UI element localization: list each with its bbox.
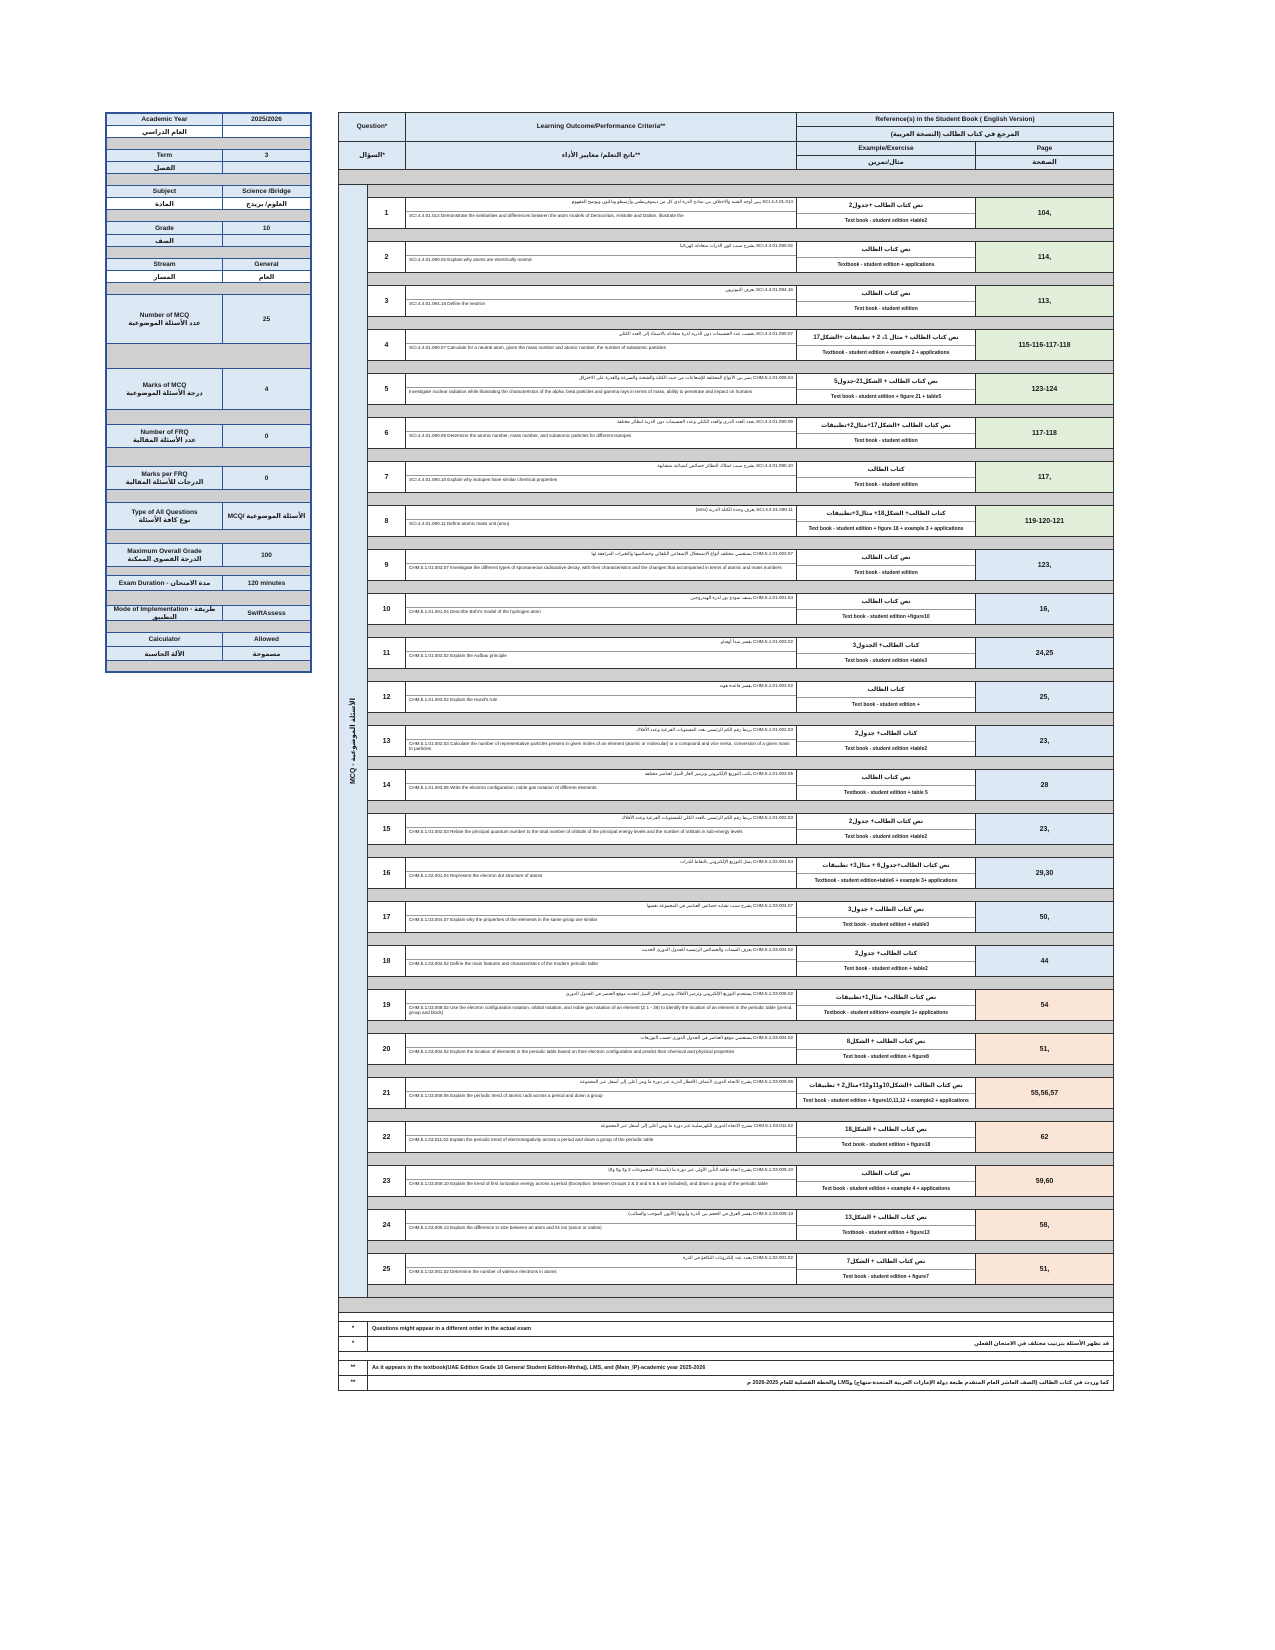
footnote-2-text-ar: كما وردت في كتاب الطالب (الصف العاشر العام المتقدم طبعة دولة الإمارات العربية المتحدة-منهاج) وLMS والخطة الفصلية للعام 2025-2026 م xyxy=(747,1380,1109,1386)
reference-en: Textbook - student edition + figure13 xyxy=(842,1229,930,1236)
table-row xyxy=(368,594,1113,625)
header-example: Example/Exercise xyxy=(797,142,976,155)
reference-en: Text book - student edition + figure18 xyxy=(841,1141,931,1148)
header-question-ar: السؤال* xyxy=(359,152,385,160)
page-reference: 28 xyxy=(976,770,1113,800)
subject-value: Science /Bridge xyxy=(242,188,291,195)
question-number: 24 xyxy=(368,1210,406,1240)
frq-count-value: 0 xyxy=(264,432,269,440)
duration-label: Exam Duration - مدة الامتحان xyxy=(118,580,211,587)
reference-ar: نص كتاب الطالب+ مثال1+تطبيقات xyxy=(797,990,975,1006)
reference-en: Textbook - student edition+ example 1+ applications xyxy=(823,1009,949,1016)
term-label-ar: الفصل xyxy=(153,164,176,172)
reference-en: Text book - student edition + xyxy=(852,701,920,708)
calculator-value: Allowed xyxy=(254,636,279,643)
frq-count-label: Number of FRQ xyxy=(140,428,189,436)
reference-ar: نص كتاب الطالب + الشكل21-جدول5 xyxy=(797,374,975,390)
reference-en: Text book - student edition +table3 xyxy=(844,657,928,664)
reference-ar: نص كتاب الطالب xyxy=(797,1166,975,1182)
footnote-2-ar xyxy=(339,1376,1113,1390)
mcq-side-label: MCQ - الأسئلة الموضوعية xyxy=(350,697,357,785)
learning-outcome-ar: CHM.5.1.01.003.05 يكتب التوزيع الإلكتروني وترميز الغاز النبيل لعناصر مختلفة xyxy=(406,770,796,784)
footnote-1-mark: * xyxy=(339,1322,368,1336)
question-number: 13 xyxy=(368,726,406,756)
learning-outcome-ar: SCI.4.4.01.090.10 يشرح سبب امتلاك النظائر خصائص كيميائية متشابهة xyxy=(406,462,796,476)
reference-en: Text book - student edition + etable3 xyxy=(842,921,930,928)
stream-value: General xyxy=(254,261,279,268)
footnote-1-ar-mark: * xyxy=(339,1337,368,1351)
learning-outcome-ar: CHM.5.1.03.004.07 يشرح سبب تشابه خصائص العناصر في المجموعة نفسها xyxy=(406,902,796,916)
footnote-2-text: As it appears in the textbook(UAE Edition Grade 10 General Student Edition-Minhaj), LMS, and (Main_IP)-academic year 2025-2026 xyxy=(372,1365,706,1371)
max-grade-label: Maximum Overall Grade xyxy=(127,547,202,555)
academic-year-label: Academic Year xyxy=(141,116,188,123)
page-reference: 104, xyxy=(976,198,1113,228)
reference-en: Text book - student edition xyxy=(854,569,918,576)
grade-label-ar: الصف xyxy=(155,237,174,245)
learning-outcome-ar: CHM.5.1.02.001.04 يمثل التوزيع الإلكتروني بالنقاط للذرات xyxy=(406,858,796,872)
question-number: 2 xyxy=(368,242,406,272)
reference-ar: نص كتاب الطالب +الشكل10و11و12+مثال2 + تطبيقات xyxy=(797,1078,975,1094)
page-reference: 23, xyxy=(976,814,1113,844)
page-reference: 62 xyxy=(976,1122,1113,1152)
question-type-value: MCQ/ الأسئلة الموضوعية xyxy=(227,513,306,520)
calculator-value-ar: مسموحة xyxy=(252,650,281,658)
learning-outcome-en: CHM.5.1.01.003.05 Write the electron configuration, noble gas notation of different elements xyxy=(409,784,597,790)
table-row xyxy=(368,462,1113,493)
stream-row xyxy=(107,259,310,271)
page-reference: 24,25 xyxy=(976,638,1113,668)
table-row xyxy=(368,990,1113,1021)
question-number: 11 xyxy=(368,638,406,668)
learning-outcome-en: CHM.5.1.02.001.04 Represent the electron dot structure of atoms xyxy=(409,872,543,878)
learning-outcome-ar: CHM.5.1.03.009.10 يشرح اتجاه طاقة التأين الأولى عبر دورة ما (باستثناء المجموعات 2 و3 و5 و6) xyxy=(406,1166,796,1180)
question-number: 20 xyxy=(368,1034,406,1064)
term-row xyxy=(107,150,310,162)
learning-outcome-en: SCI.4.4.01.090.02 Explain why atoms are electrically neutral xyxy=(409,256,532,262)
questions-body xyxy=(338,185,1114,1298)
page-reference: 16, xyxy=(976,594,1113,624)
question-number: 6 xyxy=(368,418,406,448)
question-number: 16 xyxy=(368,858,406,888)
footnote-2-mark: ** xyxy=(339,1361,368,1375)
mode-label: Mode of Implementation - طريقة التطبيق xyxy=(113,606,216,621)
table-row xyxy=(368,374,1113,405)
reference-en: Text book - student edition + figure 21 + table5 xyxy=(830,393,942,400)
learning-outcome-en: CHM.5.1.03.004.07 Explain why the properties of the elements in the same group are similar xyxy=(409,916,598,922)
learning-outcome-en: SCI.4.4.01.094.16 Define the neutron xyxy=(409,300,486,306)
question-number: 9 xyxy=(368,550,406,580)
reference-en: Text book - student edition + table2 xyxy=(844,965,928,972)
learning-outcome-en: CHM.5.1.01.002.03 Calculate the number of representative particles present in given moles of an element (atomic or molecular) or a compound and vice versa, conversion of a given mass to particles xyxy=(409,740,790,752)
academic-year-row xyxy=(107,114,310,126)
learning-outcome-en: CHM.5.1.01.003.07 Investigate the different types of spontaneous radioactive decay, with their characteristics and the changes that accompanied in terms of atomic and mass numbers xyxy=(409,564,782,570)
question-number: 7 xyxy=(368,462,406,492)
reference-ar: نص كتاب الطالب xyxy=(797,286,975,302)
mcq-count-value: 25 xyxy=(262,315,271,323)
grade-value: 10 xyxy=(262,224,271,232)
page-reference: 25, xyxy=(976,682,1113,712)
mcq-marks-label: Marks of MCQ xyxy=(142,381,187,389)
table-row xyxy=(368,770,1113,801)
table-row xyxy=(368,1210,1113,1241)
page-reference: 123-124 xyxy=(976,374,1113,404)
max-grade-row xyxy=(107,544,310,567)
learning-outcome-ar: CHM.5.1.01.006.04 يميز بين الأنواع المختلفة للإشعاعات من حيث الكتلة والشحنة والسرعة والقدرة على الاختراق xyxy=(406,374,796,388)
footnote-1-ar xyxy=(339,1337,1113,1352)
subject-label-ar: المادة xyxy=(155,200,174,208)
academic-year-label-ar: العام الدراسي xyxy=(142,128,187,136)
mcq-side-column xyxy=(339,185,368,1297)
learning-outcome-en: SCI.4.4.01.090.07 Calculate for a neutral atom, given the mass number and atomic number, the number of subatomic particles xyxy=(409,344,666,350)
header-separator xyxy=(338,170,1114,185)
reference-ar: نص كتاب الطالب xyxy=(797,550,975,566)
mcq-count-label: Number of MCQ xyxy=(139,311,190,319)
question-number: 22 xyxy=(368,1122,406,1152)
header-page: Page xyxy=(1036,144,1053,152)
reference-ar: نص كتاب الطالب +جدول2 xyxy=(797,198,975,214)
learning-outcome-ar: SCI.4.4.01.014 يبين أوجه الشبه والاختلاف بين نماذج الذرة لدى كل من ديموقريطس وأرسطو ودالتون ويوضح المفهوم xyxy=(406,198,796,212)
page-reference: 123, xyxy=(976,550,1113,580)
mcq-marks-row xyxy=(107,369,310,410)
subject-row xyxy=(107,186,310,198)
reference-en: Text book - student edition +table2 xyxy=(844,833,928,840)
learning-outcome-ar: SCI.4.4.01.090.09 يحدد العدد الذري والعدد الكتلي وعدد الجسيمات دون الذرية لنظائر مختلفة xyxy=(406,418,796,432)
header-learning-outcome: Learning Outcome/Performance Criteria** xyxy=(406,113,796,142)
reference-ar: نص كتاب الطالب + الشكل18 xyxy=(797,1122,975,1138)
page-reference: 51, xyxy=(976,1254,1113,1284)
reference-ar: كتاب الطالب+ جدول2 xyxy=(797,946,975,962)
table-row xyxy=(368,1078,1113,1109)
reference-ar: نص كتاب الطالب +الشكل17+مثال2+تطبيقات xyxy=(797,418,975,434)
reference-en: Text book - student edition + figure 18 + example 3 + applications xyxy=(808,525,964,532)
max-grade-label-ar: الدرجة القصوى الممكنة xyxy=(127,555,202,563)
learning-outcome-en: Investigate nuclear radiation while illustrating the characteristics of the alpha, beta particles and gamma rays in terms of mass, ability to penetrate and impact on humans xyxy=(409,388,752,394)
reference-ar: نص كتاب الطالب + الشكل13 xyxy=(797,1210,975,1226)
learning-outcome-ar: CHM.5.1.01.003.02 يفسر مبدأ أوفباو xyxy=(406,638,796,652)
reference-en: Textbook - student edition + applications xyxy=(837,261,935,268)
table-row xyxy=(368,1034,1113,1065)
mcq-marks-value: 4 xyxy=(264,385,269,393)
page-reference: 114, xyxy=(976,242,1113,272)
page-reference: 29,30 xyxy=(976,858,1113,888)
reference-ar: كتاب الطالب xyxy=(797,462,975,478)
learning-outcome-en: SCI.4.4.01.090.09 Determine the atomic number, mass number, and subatomic particles for different isotopes xyxy=(409,432,632,438)
reference-en: Text book - student edition + figure7 xyxy=(843,1273,929,1280)
academic-year-value: 2025/2026 xyxy=(251,116,282,123)
page-reference: 54 xyxy=(976,990,1113,1020)
page-reference: 59,60 xyxy=(976,1166,1113,1196)
reference-en: Textbook - student edition + table 5 xyxy=(844,789,928,796)
table-row xyxy=(368,506,1113,537)
reference-en: Text book - student edition + figure8 xyxy=(843,1053,929,1060)
learning-outcome-en: CHM.5.1.01.003.02 Explain the Aufbau principle xyxy=(409,652,507,658)
stream-label: Stream xyxy=(153,261,176,268)
duration-value: 120 minutes xyxy=(247,579,286,587)
footnote-2 xyxy=(339,1361,1113,1376)
learning-outcome-ar: CHM.5.1.01.003.07 يستقصي مختلف أنواع الاضمحلال الإشعاعي التلقائي وخصائصها والتغيرات المرافقة لها xyxy=(406,550,796,564)
mcq-count-row xyxy=(107,295,310,344)
learning-outcome-en: CHM.5.1.01.001.04 Describe Bohr's model of the hydrogen atom xyxy=(409,608,541,614)
reference-en: Text book - student edition +table2 xyxy=(844,745,928,752)
learning-outcome-ar: CHM.5.1.01.003.02 يفسر قاعدة هوند xyxy=(406,682,796,696)
learning-outcome-ar: SCI.4.4.01.090.07 يحسب عدد الجسيمات دون الذرية لذرة متعادلة بالاستناد إلى العدد الكتلي xyxy=(406,330,796,344)
learning-outcome-en: SCI.4.4.01.014 Demonstrate the similarities and differences between the atom models of Democritus, Aristotle and Dalton. Illustrate the xyxy=(409,212,684,218)
mode-value: SwiftAssess xyxy=(247,609,286,617)
table-row xyxy=(368,198,1113,229)
page-reference: 44 xyxy=(976,946,1113,976)
header-reference: Reference(s) in the Student Book ( English Version) xyxy=(797,113,1113,127)
question-type-row xyxy=(107,503,310,530)
reference-ar: نص كتاب الطالب+ جدول2 xyxy=(797,814,975,830)
table-row xyxy=(368,682,1113,713)
question-number: 17 xyxy=(368,902,406,932)
learning-outcome-ar: CHM.5.1.03.008.02 يستخدم التوزيع الإلكتروني وترميز الأفلاك وترميز الغاز النبيل لتحديد موقع العنصر في الجدول الدوري xyxy=(406,990,796,1004)
page-reference: 23, xyxy=(976,726,1113,756)
page-reference: 115-116-117-118 xyxy=(976,330,1113,360)
reference-en: Textbook - student edition+table6 + example 3+ applications xyxy=(814,877,958,884)
header-page-ar: الصفحة xyxy=(1032,159,1057,167)
table-header xyxy=(338,112,1114,170)
reference-ar: نص كتاب الطالب xyxy=(797,594,975,610)
reference-ar: نص كتاب الطالب + الشكل7 xyxy=(797,1254,975,1270)
question-type-label-ar: نوع كافة الأسئلة xyxy=(138,516,191,524)
reference-en: Text book - student edition +table2 xyxy=(844,217,928,224)
page-reference: 113, xyxy=(976,286,1113,316)
reference-en: Text book - student edition + example 4 + applications xyxy=(821,1185,951,1192)
learning-outcome-en: CHM.5.1.03.011.02 Explain the periodic trend of electronegativity across a period and down a group of the periodic table xyxy=(409,1136,654,1142)
learning-outcome-en: CHM.5.1.01.003.02 Explain the Hund's rule xyxy=(409,696,498,702)
grade-row xyxy=(107,222,310,235)
footnote-2-ar-mark: ** xyxy=(339,1376,368,1390)
table-row xyxy=(368,550,1113,581)
page-reference: 117-118 xyxy=(976,418,1113,448)
footnotes xyxy=(338,1298,1114,1391)
subject-value-ar: العلوم/ بريدج xyxy=(246,200,287,208)
header-example-ar: مثال/تمرين xyxy=(797,156,976,169)
reference-ar: نص كتاب الطالب xyxy=(797,242,975,258)
question-number: 5 xyxy=(368,374,406,404)
table-row xyxy=(368,902,1113,933)
exam-info-panel xyxy=(105,112,312,673)
learning-outcome-en: CHM.5.1.03.009.10 Explain the trend of first ionization energy across a period (Exception: between Groups 2 & 3 and 5 & 6 are included), and down a group of the periodic table xyxy=(409,1180,768,1186)
frq-marks-label-ar: الدرجات للأسئلة المقالية xyxy=(125,478,204,486)
reference-ar: نص كتاب الطالب + الشكل8 xyxy=(797,1034,975,1050)
learning-outcome-ar: CHM.5.1.03.009.13 يفسر الفرق في الحجم بين الذرة وأيونها (الأيون الموجب والسالب) xyxy=(406,1210,796,1224)
term-value: 3 xyxy=(264,152,269,159)
learning-outcome-en: SCI.4.4.01.090.10 Explain why isotopes have similar chemical properties xyxy=(409,476,558,482)
reference-en: Textbook - student edition + example 2 + applications xyxy=(822,349,950,356)
page-reference: 58, xyxy=(976,1210,1113,1240)
table-row xyxy=(368,418,1113,449)
reference-ar: نص كتاب الطالب xyxy=(797,770,975,786)
learning-outcome-ar: CHM.5.1.02.001.02 يحدد عدد إلكترونات التكافؤ في الذرة xyxy=(406,1254,796,1268)
question-number: 18 xyxy=(368,946,406,976)
learning-outcome-en: CHM.5.1.02.001.02 Determine the number of valence electrons in atoms xyxy=(409,1268,557,1274)
footnote-1 xyxy=(339,1322,1113,1337)
header-reference-ar: المرجع في كتاب الطالب (النسخة العربية) xyxy=(797,127,1113,141)
learning-outcome-en: CHM.5.1.03.004.02 Define the main features and characteristics of the modern periodic table xyxy=(409,960,598,966)
page-reference: 50, xyxy=(976,902,1113,932)
learning-outcome-en: CHM.5.1.03.009.13 Explain the difference in size between an atom and its ion (anion or cation) xyxy=(409,1224,602,1230)
learning-outcome-ar: CHM.5.1.03.004.02 يستقصي موقع العناصر في الجدول الدوري حسب التوزيعات xyxy=(406,1034,796,1048)
table-row xyxy=(368,330,1113,361)
question-number: 8 xyxy=(368,506,406,536)
table-row xyxy=(368,1254,1113,1285)
reference-ar: نص كتاب الطالب + مثال 1، 2 + تطبيقات +الشكل17 xyxy=(797,330,975,346)
page-reference: 51, xyxy=(976,1034,1113,1064)
reference-ar: كتاب الطالب+ الجدول3 xyxy=(797,638,975,654)
grade-label: Grade xyxy=(155,224,174,232)
question-number: 1 xyxy=(368,198,406,228)
learning-outcome-ar: CHM.5.1.03.011.02 يشرح الاتجاه الدوري للكهرسلبية عبر دورة ما ومن أعلى إلى أسفل عبر المجموعة xyxy=(406,1122,796,1136)
reference-ar: نص كتاب الطالب+جدول6 + مثال3+ تطبيقات xyxy=(797,858,975,874)
question-number: 3 xyxy=(368,286,406,316)
learning-outcome-en: SCI.4.4.01.090.11 Define atomic mass unit (amu) xyxy=(409,520,510,526)
reference-ar: كتاب الطالب+ الشكل18+ مثال3+تطبيقات xyxy=(797,506,975,522)
mcq-marks-label-ar: درجة الأسئلة الموضوعية xyxy=(126,389,203,397)
question-number: 21 xyxy=(368,1078,406,1108)
learning-outcome-en: CHM.5.1.03.009.06 Explain the periodic trend of atomic radii across a period and down a group xyxy=(409,1092,603,1098)
learning-outcome-en: CHM.5.1.03.008.02 Use the electron configuration notation, orbital notation, and noble gas notation of an element (Z 1 - 36) to identify the location of an element in the periodic table (period, group and block) xyxy=(409,1004,793,1016)
mcq-count-label-ar: عدد الأسئلة الموضوعية xyxy=(128,319,201,327)
learning-outcome-ar: CHM.5.1.03.004.02 يعرف السمات والخصائص الرئيسية للجدول الدوري الحديث xyxy=(406,946,796,960)
frq-count-row xyxy=(107,425,310,448)
reference-en: Text book - student edition + figure10,11,12 + example2 + applications xyxy=(803,1097,969,1104)
reference-en: Text book - student edition xyxy=(854,481,918,488)
table-row xyxy=(368,638,1113,669)
question-number: 19 xyxy=(368,990,406,1020)
learning-outcome-en: CHM.5.1.01.002.03 Relate the principal quantum number to the total number of orbitals of the principal energy levels and the number of orbitals in sub-energy levels xyxy=(409,828,743,834)
question-number: 12 xyxy=(368,682,406,712)
reference-en: Text book - student edition +figure10 xyxy=(842,613,930,620)
calculator-label-ar: الآلة الحاسبة xyxy=(144,650,185,658)
term-label: Term xyxy=(156,152,173,159)
question-number: 25 xyxy=(368,1254,406,1284)
table-row xyxy=(368,814,1113,845)
table-row xyxy=(368,726,1113,757)
reference-ar: نص كتاب الطالب + جدول3 xyxy=(797,902,975,918)
table-row xyxy=(368,242,1113,273)
learning-outcome-ar: SCI.4.4.01.090.11 يعرف وحدة الكتلة الذرية (amu) xyxy=(406,506,796,520)
learning-outcome-ar: CHM.5.1.01.002.03 يربط رقم الكم الرئيسي بالعدد الكلي للمستويات الفرعية وعدد الأفلاك xyxy=(406,814,796,828)
frq-marks-row xyxy=(107,467,310,490)
reference-ar: كتاب الطالب xyxy=(797,682,975,698)
subject-label: Subject xyxy=(152,188,177,195)
duration-row xyxy=(107,576,310,591)
question-number: 4 xyxy=(368,330,406,360)
page-reference: 119-120-121 xyxy=(976,506,1113,536)
table-row xyxy=(368,1122,1113,1153)
max-grade-value: 100 xyxy=(261,551,272,559)
footnote-1-text: Questions might appear in a different order in the actual exam xyxy=(372,1326,532,1332)
calculator-row xyxy=(107,633,310,647)
footnote-1-text-ar: قد تظهر الأسئلة بترتيب مختلف في الامتحان الفعلي xyxy=(973,1341,1109,1347)
reference-en: Text book - student edition xyxy=(854,305,918,312)
frq-marks-label: Marks per FRQ xyxy=(141,470,188,478)
frq-marks-value: 0 xyxy=(264,474,269,482)
learning-outcome-ar: CHM.5.1.01.001.04 يصف نموذج بور لذرة الهيدروجين xyxy=(406,594,796,608)
table-row xyxy=(368,946,1113,977)
header-learning-outcome-ar: ناتج التعلم/ معايير الأداء** xyxy=(561,152,641,160)
question-number: 10 xyxy=(368,594,406,624)
learning-outcome-ar: SCI.4.4.01.094.16 يعرف النيوترون xyxy=(406,286,796,300)
reference-en: Text book - student edition xyxy=(854,437,918,444)
stream-value-ar: العام xyxy=(258,273,275,281)
question-type-label: Type of All Questions xyxy=(131,508,198,516)
learning-outcome-ar: SCI.4.4.01.090.02 يشرح سبب كون الذرات متعادلة كهربائيا xyxy=(406,242,796,256)
question-number: 15 xyxy=(368,814,406,844)
learning-outcome-ar: CHM.5.1.03.009.06 يشرح الاتجاه الدوري لأنصاف الأقطار الذرية عبر دورة ما ومن أعلى إلى أسفل عبر المجموعة xyxy=(406,1078,796,1092)
mode-row xyxy=(107,606,310,621)
question-list xyxy=(368,185,1113,1297)
table-row xyxy=(368,858,1113,889)
table-row xyxy=(368,1166,1113,1197)
question-number: 14 xyxy=(368,770,406,800)
calculator-label: Calculator xyxy=(148,636,181,643)
stream-label-ar: المسار xyxy=(153,273,176,281)
specification-table xyxy=(338,112,1114,1391)
question-number: 23 xyxy=(368,1166,406,1196)
page-reference: 55,56,57 xyxy=(976,1078,1113,1108)
table-row xyxy=(368,286,1113,317)
learning-outcome-en: CHM.5.1.03.004.02 Explore the location of elements in the periodic table based on their electron configuration and predict their chemical and physical properties xyxy=(409,1048,735,1054)
header-question: Question* xyxy=(339,113,405,142)
page-reference: 117, xyxy=(976,462,1113,492)
frq-count-label-ar: عدد الأسئلة المقالية xyxy=(132,436,197,444)
reference-ar: كتاب الطالب+ جدول2 xyxy=(797,726,975,742)
learning-outcome-ar: CHM.5.1.01.002.03 يربط رقم الكم الرئيسي بعدد المستويات الفرعية وعدد الأفلاك xyxy=(406,726,796,740)
